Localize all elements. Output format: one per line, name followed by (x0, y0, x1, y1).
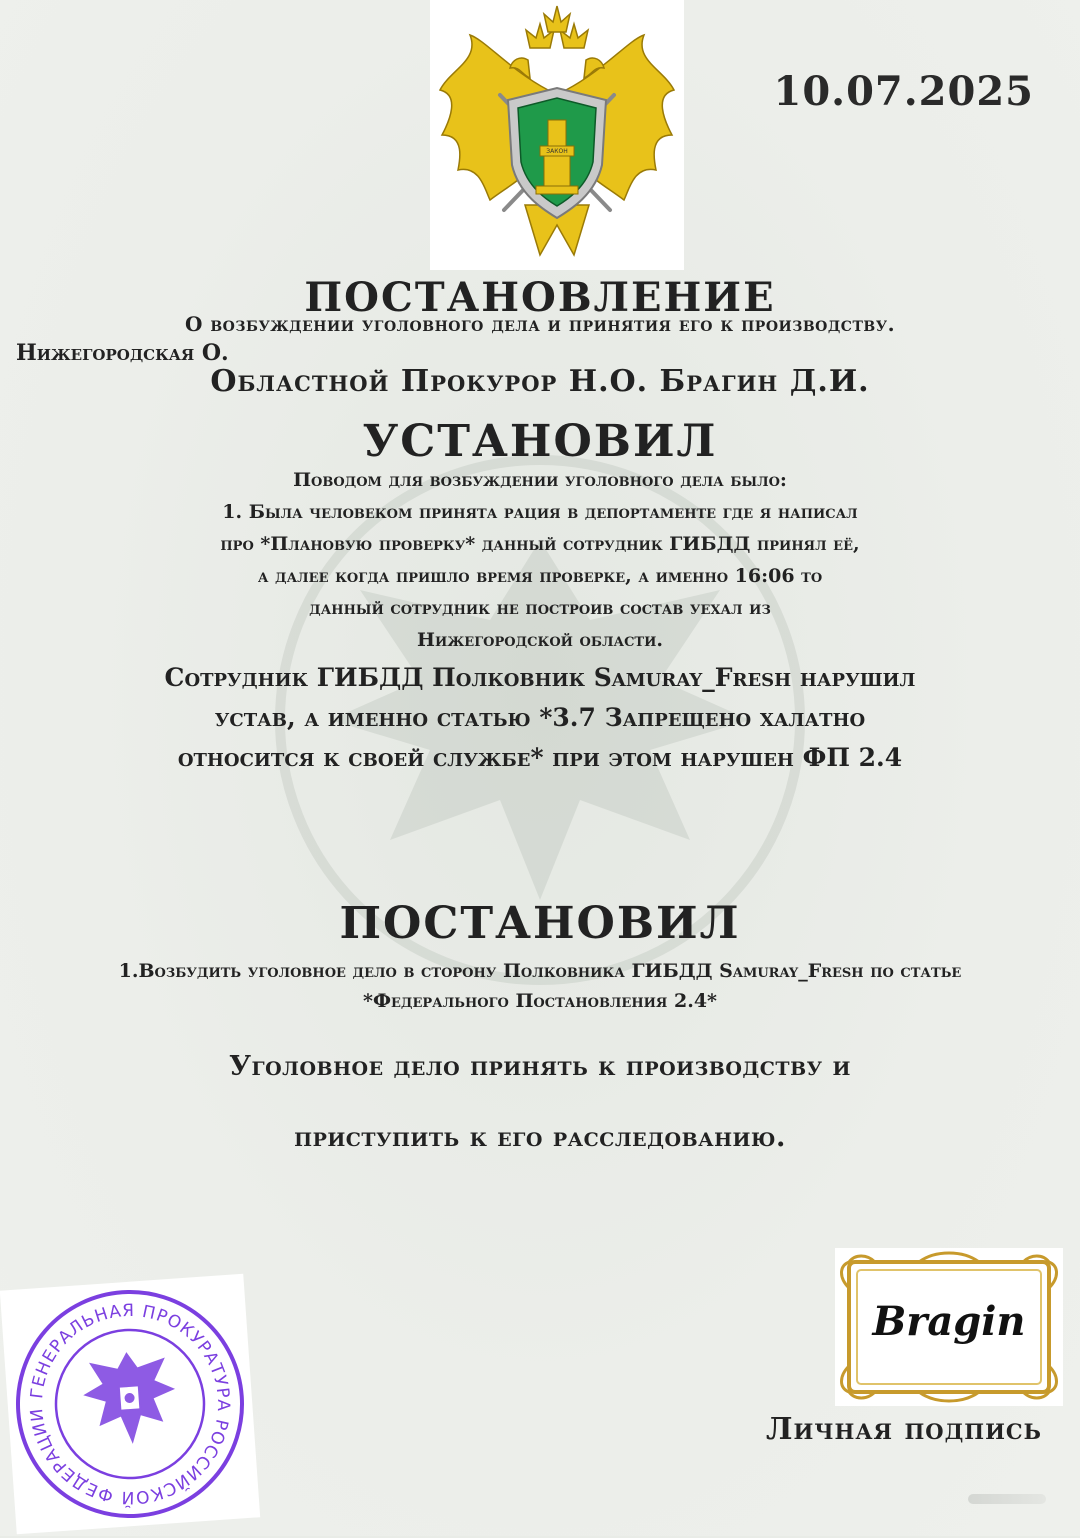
stamp-seal-icon (0, 1274, 260, 1534)
signature-caption: Личная подпись (766, 1412, 1042, 1447)
reason-line: про *Плановую проверку* данный сотрудник ГИБДД принял её, (220, 533, 860, 555)
reason-line: данный сотрудник не построив состав уехал из (309, 597, 771, 619)
document-title: ПОСТАНОВЛЕНИЕ (304, 274, 776, 321)
reason-line: а далее когда пришло время проверке, а именно 16:06 то (257, 565, 823, 587)
violation-block (0, 658, 1080, 778)
official-stamp (0, 1274, 260, 1534)
section-established-heading: УСТАНОВИЛ (362, 416, 718, 467)
decision-block (0, 956, 1080, 1016)
final-line: приступить к его расследованию. (294, 1122, 786, 1153)
signature-name: Bragin (872, 1298, 1026, 1345)
prosecutor-emblem (430, 0, 684, 270)
final-line: Уголовное дело принять к производству и (229, 1051, 851, 1082)
stamp-text: ГЕНЕРАЛЬНАЯ ПРОКУРАТУРА РОССИЙСКОЙ ФЕДЕРАЦИИ (26, 1300, 234, 1508)
violation-line: относится к своей службе* при этом нарушен ФП 2.4 (177, 743, 903, 772)
decision-line: 1.Возбудить уголовное дело в сторону Полковника ГИБДД Samuray_Fresh по статье (118, 960, 962, 982)
reason-block (0, 464, 1080, 656)
corner-watermark-mark (968, 1494, 1046, 1504)
signature-frame (835, 1248, 1063, 1406)
prosecutor-name: Областной Прокурор Н.О. Брагин Д.И. (210, 364, 870, 399)
violation-line: Сотрудник ГИБДД Полковник Samuray_Fresh нарушил (164, 663, 916, 692)
decision-line: *Федерального Постановления 2.4* (363, 990, 717, 1012)
document-date: 10.07.2025 (773, 68, 1034, 115)
emblem-shield-text: ЗАКОН (546, 148, 568, 155)
prosecutor-emblem-icon (430, 0, 684, 270)
reason-line: Нижегородской области. (417, 629, 663, 651)
section-decided-heading: ПОСТАНОВИЛ (339, 898, 741, 949)
final-block (0, 1018, 1080, 1187)
region-label: Нижегородская О. (16, 340, 229, 366)
reason-line: Поводом для возбуждении уголовного дела было: (293, 469, 787, 491)
document-subtitle: О возбуждении уголовного дела и принятия его к производству. (184, 312, 896, 336)
violation-line: устав, а именно статью *3.7 Запрещено халатно (214, 703, 866, 732)
reason-line: 1. Была человеком принята рация в депортаменте где я написал (222, 501, 858, 523)
